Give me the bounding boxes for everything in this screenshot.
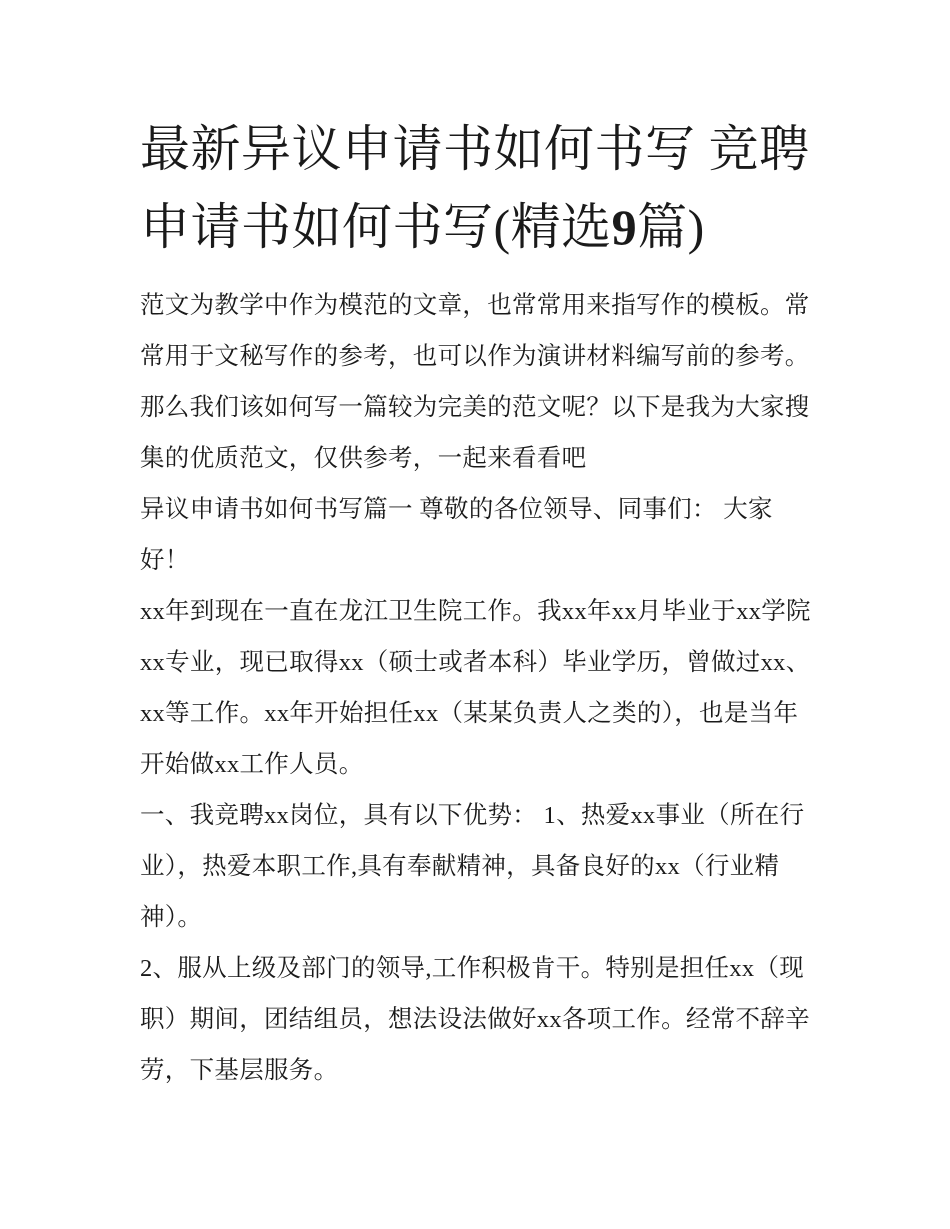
intro-paragraph: 范文为教学中作为模范的文章，也常常用来指写作的模板。常常用于文秘写作的参考，也可以作为演讲材料编写前的参考。那么我们该如何写一篇较为完美的范文呢？以下是我为大家搜集的优质范文，仅供参考，一起来看看吧 [140, 292, 810, 472]
advantage-paragraph-1: 一、我竞聘xx岗位，具有以下优势： 1、热爱xx事业（所在行业），热爱本职工作,具有奉献精神，具备良好的xx（行业精神）。 [140, 802, 805, 931]
background-paragraph: xx年到现在一直在龙江卫生院工作。我xx年xx月毕业于xx学院xx专业，现已取得xx（硕士或者本科）毕业学历，曾做过xx、xx等工作。xx年开始担任xx（某某负责人之类的），也是当年开始做xx工作人员。 [140, 598, 811, 778]
document-page [140, 110, 820, 1096]
document-title: 最新异议申请书如何书写 竞聘申请书如何书写(精选9篇) [140, 121, 810, 255]
advantage-paragraph-2: 2、服从上级及部门的领导,工作积极肯干。特别是担任xx（现职）期间，团结组员，想法设法做好xx各项工作。经常不辞辛劳，下基层服务。 [140, 955, 810, 1084]
greeting-paragraph: 异议申请书如何书写篇一 尊敬的各位领导、同事们： 大家好！ [140, 496, 773, 574]
